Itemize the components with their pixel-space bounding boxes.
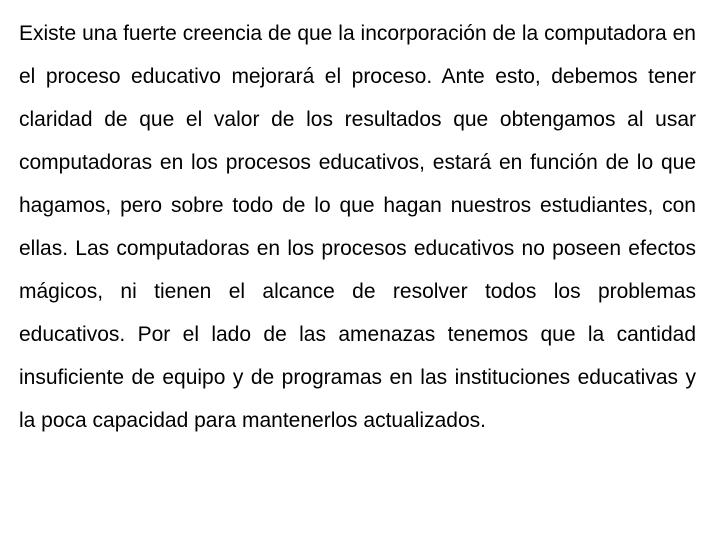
body-paragraph: Existe una fuerte creencia de que la incorporación de la computadora en el proceso educativo mejorará el proceso. Ante esto, debemos tener claridad de que el valor de los resultados que obtengamos al usar computadoras en los procesos educativos, estará en función de lo que hagamos, pero sobre todo de lo que hagan nuestros estudiantes, con ellas. Las computadoras en los procesos educativos no poseen efectos mágicos, ni tienen el alcance de resolver todos los problemas educativos. Por el lado de las amenazas tenemos que la cantidad insuficiente de equipo y de programas en las instituciones educativas y la poca capacidad para mantenerlos actualizados. <box>19 22 696 432</box>
